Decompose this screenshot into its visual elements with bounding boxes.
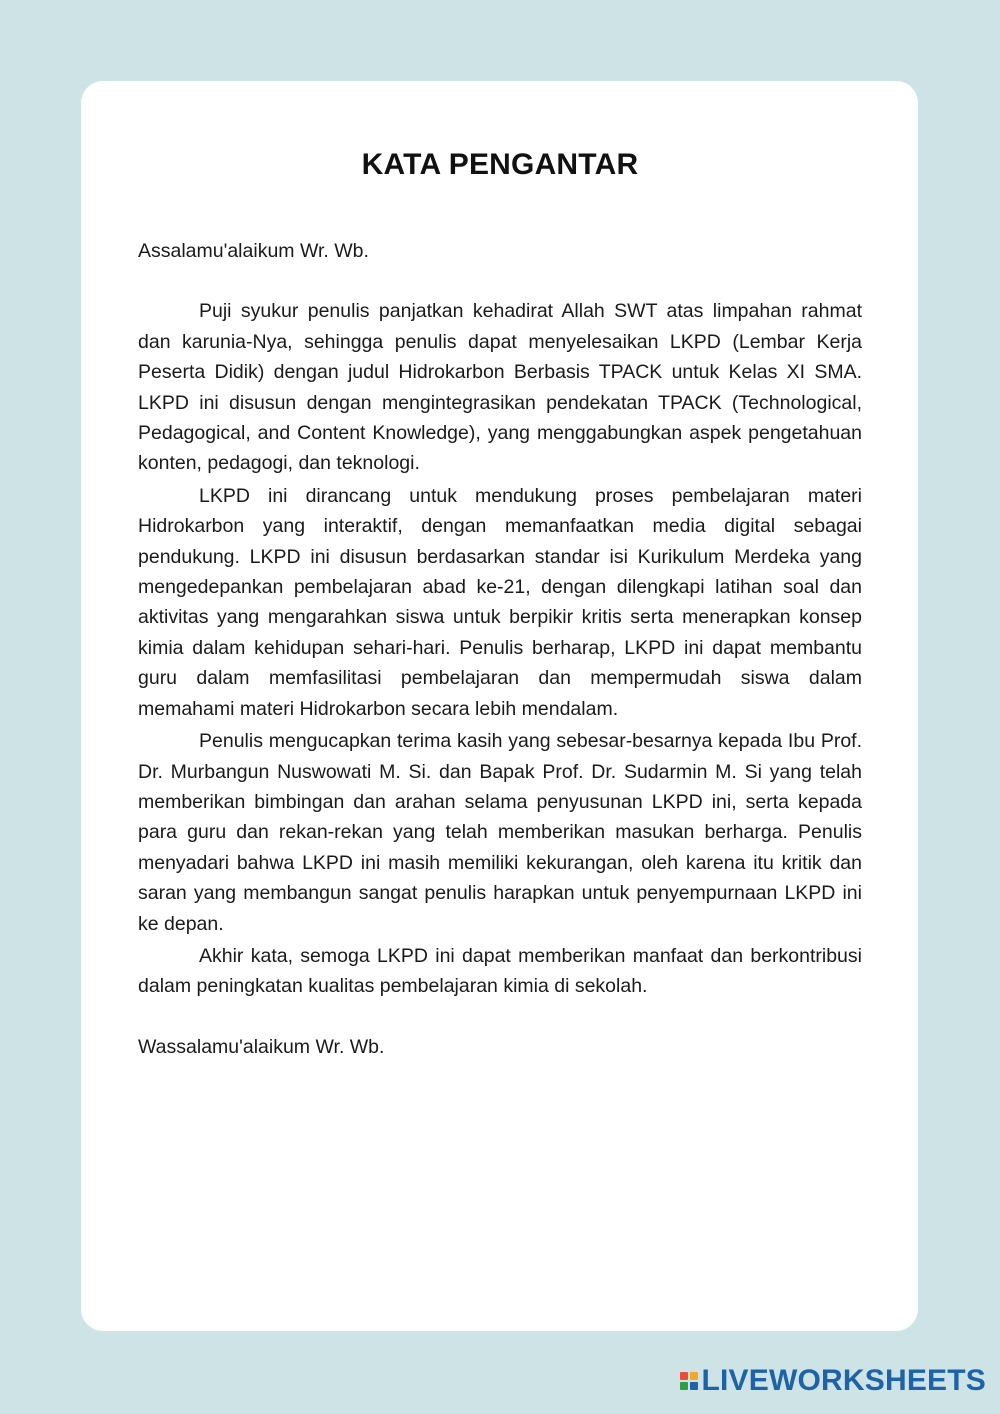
logo-square [680,1382,688,1390]
document-body [138,236,862,1062]
logo-square [680,1372,688,1380]
paragraph-design: LKPD ini dirancang untuk mendukung proses pembelajaran materi Hidrokarbon yang interaktif, dengan memanfaatkan media digital sebagai pendukung. LKPD ini disusun berdasarkan standar isi Kurikulum Merdeka yang mengedepankan pembelajaran abad ke-21, dengan dilengkapi latihan soal dan aktivitas yang mengarahkan siswa untuk berpikir kritis serta menerapkan konsep kimia dalam kehidupan sehari-hari. Penulis berharap, LKPD ini dapat membantu guru dalam memfasilitasi pembelajaran dan mempermudah siswa dalam memahami materi Hidrokarbon secara lebih mendalam. [138,484,862,720]
logo-square [690,1382,698,1390]
page-title: KATA PENGANTAR [361,148,639,181]
paragraph-thanks: Penulis mengucapkan terima kasih yang sebesar-besarnya kepada Ibu Prof. Dr. Murbangun Nuswowati M. Si. dan Bapak Prof. Dr. Sudarmin M. Si yang telah memberikan bimbingan dan arahan selama penyusunan LKPD ini, serta kepada para guru dan rekan-rekan yang telah memberikan masukan berharga. Penulis menyadari bahwa LKPD ini masih memiliki kekurangan, oleh karena itu kritik dan saran yang membangun sangat penulis harapkan untuk penyempurnaan LKPD ini ke depan. [138,730,862,935]
logo-square [690,1372,698,1380]
liveworksheets-logo-icon [680,1372,698,1390]
paragraph-intro: Puji syukur penulis panjatkan kehadirat Allah SWT atas limpahan rahmat dan karunia-Nya, sehingga penulis dapat menyelesaikan LKPD (Lembar Kerja Peserta Didik) dengan judul Hidrokarbon Berbasis TPACK untuk Kelas XI SMA. LKPD ini disusun dengan mengintegrasikan pendekatan TPACK (Technological, Pedagogical, and Content Knowledge), yang menggabungkan aspek pengetahuan konten, pedagogi, dan teknologi. [138,300,862,475]
watermark-text: LIVEWORKSHEETS [701,1364,986,1397]
paragraph-conclusion: Akhir kata, semoga LKPD ini dapat memberikan manfaat dan berkontribusi dalam peningkatan kualitas pembelajaran kimia di sekolah. [138,944,862,998]
liveworksheets-watermark [680,1364,987,1398]
greeting: Assalamu'alaikum Wr. Wb. [138,240,369,262]
closing: Wassalamu'alaikum Wr. Wb. [138,1035,385,1058]
